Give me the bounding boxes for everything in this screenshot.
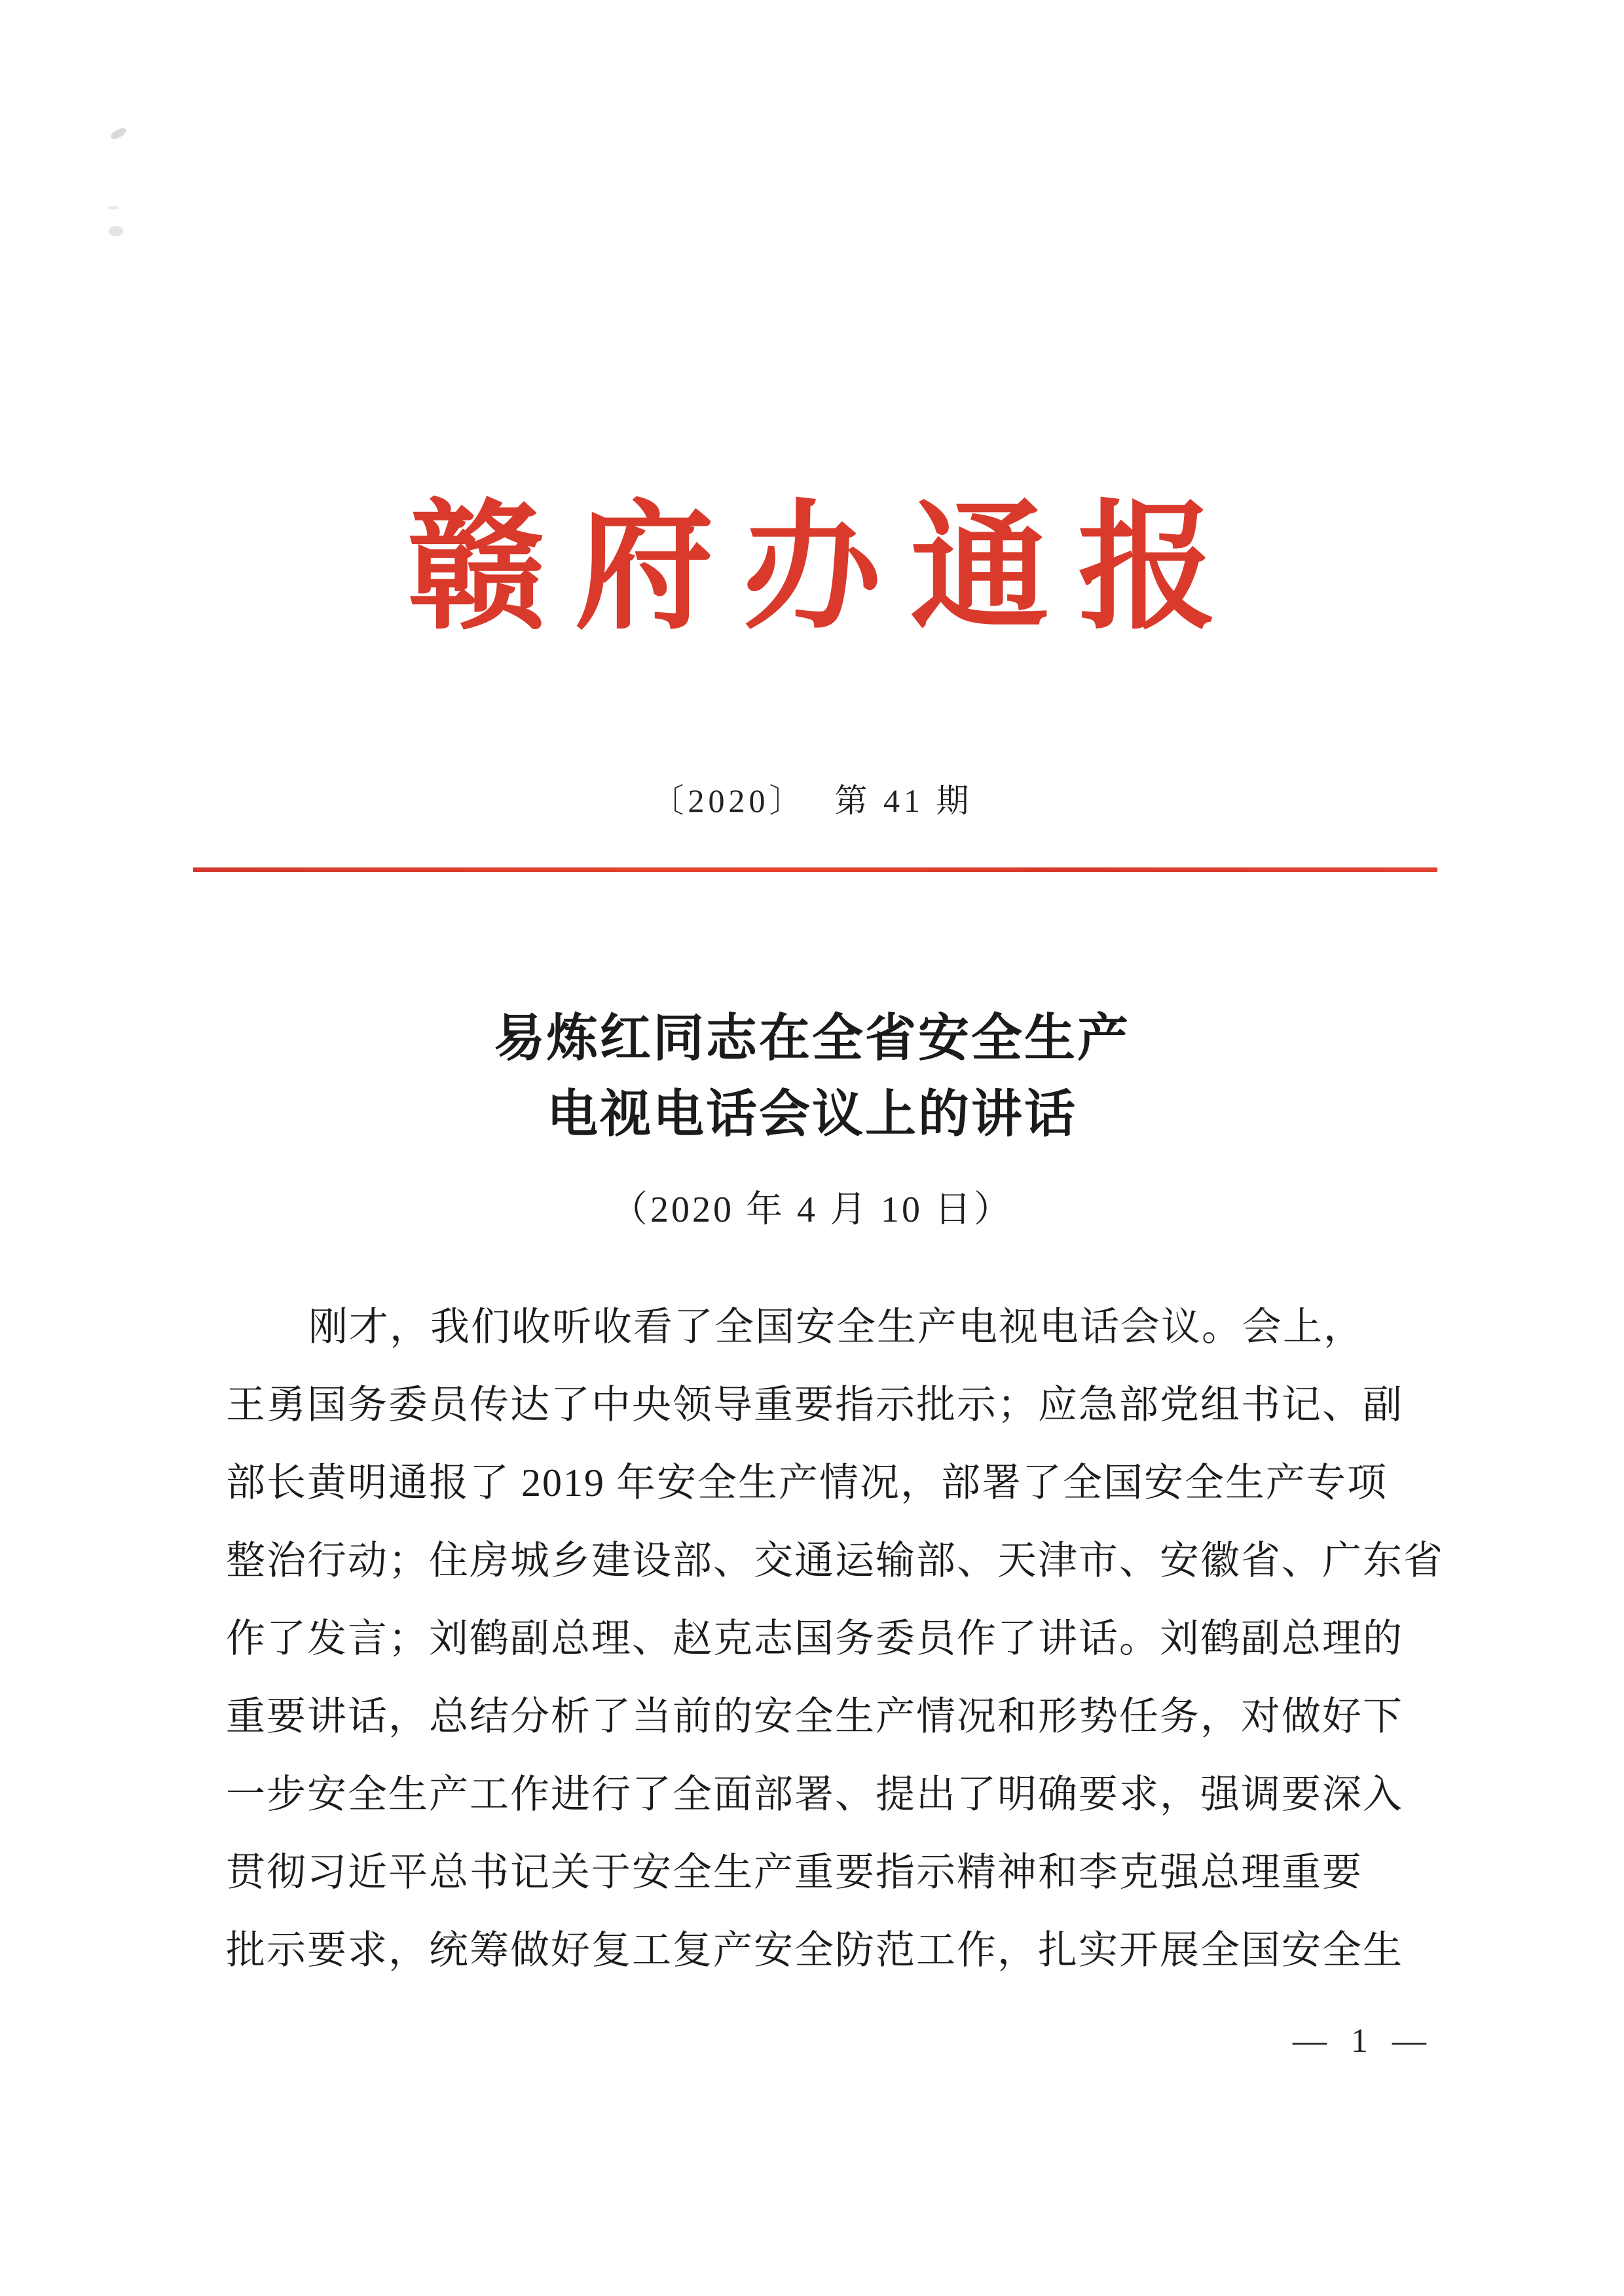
body-line: 重要讲话，总结分析了当前的安全生产情况和形势任务，对做好下 <box>226 1695 1403 1738</box>
body-line: 部长黄明通报了 2019 年安全生产情况，部署了全国安全生产专项 <box>226 1461 1388 1504</box>
document-date: （2020 年 4 月 10 日） <box>611 1190 1013 1230</box>
masthead-divider <box>193 867 1437 872</box>
body-line: 整治行动；住房城乡建设部、交通运输部、天津市、安徽省、广东省 <box>226 1539 1444 1582</box>
scan-speck-icon <box>108 206 119 210</box>
body-text <box>226 1288 1444 1990</box>
page-number: — 1 — <box>1293 2022 1434 2060</box>
masthead-title: 赣府办通报 <box>407 485 1246 648</box>
body-line: 作了发言；刘鹤副总理、赵克志国务委员作了讲话。刘鹤副总理的 <box>226 1617 1403 1660</box>
issue-line <box>0 784 1624 817</box>
scan-speck-icon <box>109 126 128 141</box>
body-line: 刚才，我们收听收看了全国安全生产电视电话会议。会上， <box>308 1305 1364 1349</box>
issue-year: 〔2020〕 <box>651 782 806 819</box>
body-line: 批示要求，统筹做好复工复产安全防范工作，扎实开展全国安全生 <box>226 1929 1403 1972</box>
masthead <box>0 485 1624 648</box>
scan-speck-icon <box>109 226 123 236</box>
page-title-line-1: 易炼红同志在全省安全生产 <box>493 1009 1130 1068</box>
page-title-line-2: 电视电话会议上的讲话 <box>546 1085 1077 1144</box>
body-line: 一步安全生产工作进行了全面部署、提出了明确要求，强调要深入 <box>226 1773 1403 1816</box>
body-line: 王勇国务委员传达了中央领导重要指示批示；应急部党组书记、副 <box>226 1383 1403 1427</box>
issue-number: 第 41 期 <box>834 782 973 819</box>
body-line: 贯彻习近平总书记关于安全生产重要指示精神和李克强总理重要 <box>226 1851 1363 1894</box>
page-title <box>0 1000 1624 1152</box>
